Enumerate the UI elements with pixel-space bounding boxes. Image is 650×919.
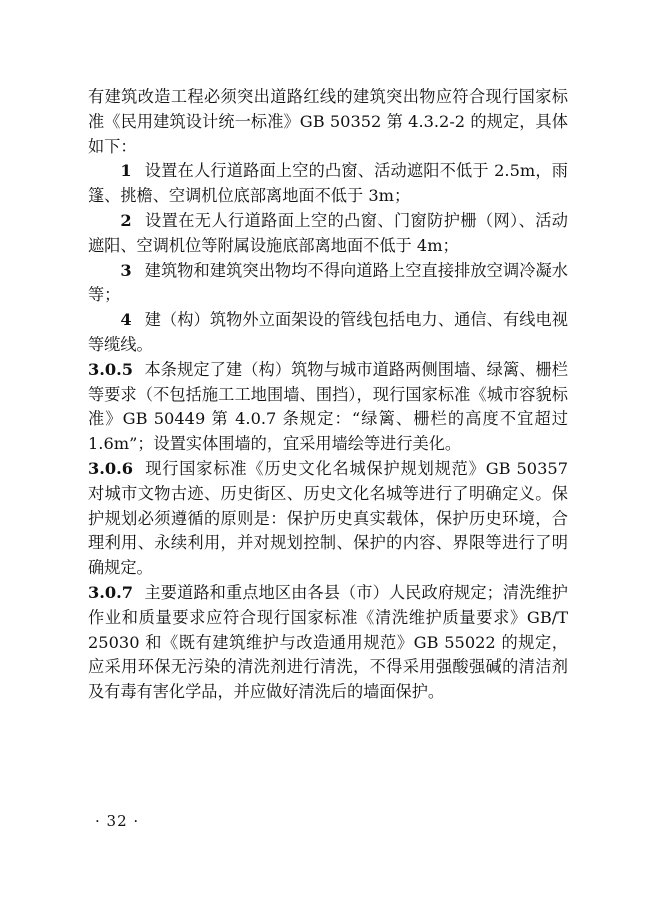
item-number: 2 [120, 210, 132, 230]
item-text: 建（构）筑物外立面架设的管线包括电力、通信、有线电视等缆线。 [88, 310, 568, 354]
list-item-3 [88, 259, 568, 309]
clause-number: 3.0.7 [88, 582, 134, 602]
item-number: 3 [120, 260, 132, 280]
item-number: 4 [120, 310, 132, 330]
clause-text: 主要道路和重点地区由各县（市）人民政府规定；清洗维护作业和质量要求应符合现行国家标准《清洗维护质量要求》GB/T 25030 和《既有建筑维护与改造通用规范》GB 55022 的规定，应采用环保无污染的清洗剂进行清洗，不得采用强酸强碱的清洁剂及有毒有害化学品，并应做好清洗后的墙面保护。 [88, 582, 568, 702]
clause-number: 3.0.6 [88, 458, 134, 478]
clause-text: 现行国家标准《历史文化名城保护规划规范》GB 50357 对城市文物古迹、历史街区、历史文化名城等进行了明确定义。保护规划必须遵循的原则是：保护历史真实载体，保护历史环境，合理利用、永续利用，并对规划控制、保护的内容、界限等进行了明确规定。 [88, 458, 568, 578]
clause-text: 本条规定了建（构）筑物与城市道路两侧围墙、绿篱、栅栏等要求（不包括施工工地围墙、围挡），现行国家标准《城市容貌标准》GB 50449 第 4.0.7 条规定：“绿篱、栅栏的高度不宜超过 1.6m”；设置实体围墙的，宜采用墙绘等进行美化。 [88, 359, 568, 454]
page-number: · 32 · [95, 812, 140, 830]
clause-3-0-6 [88, 457, 568, 581]
body-text [88, 85, 568, 705]
item-number: 1 [120, 161, 132, 181]
item-text: 设置在无人行道路面上空的凸窗、门窗防护栅（网）、活动遮阳、空调机位等附属设施底部离地面不低于 4m； [88, 210, 568, 255]
clause-3-0-7 [88, 581, 568, 705]
intro-paragraph: 有建筑改造工程必须突出道路红线的建筑突出物应符合现行国家标准《民用建筑设计统一标准》GB 50352 第 4.3.2-2 的规定，具体如下： [88, 87, 568, 156]
list-item-4 [88, 308, 568, 358]
list-item-2 [88, 209, 568, 259]
clause-number: 3.0.5 [88, 359, 134, 379]
item-text: 建筑物和建筑突出物均不得向道路上空直接排放空调冷凝水等； [88, 260, 568, 305]
clause-3-0-5 [88, 358, 568, 457]
list-item-1 [88, 159, 568, 209]
item-text: 设置在人行道路面上空的凸窗、活动遮阳不低于 2.5m，雨篷、挑檐、空调机位底部离地面不低于 3m； [88, 161, 568, 206]
